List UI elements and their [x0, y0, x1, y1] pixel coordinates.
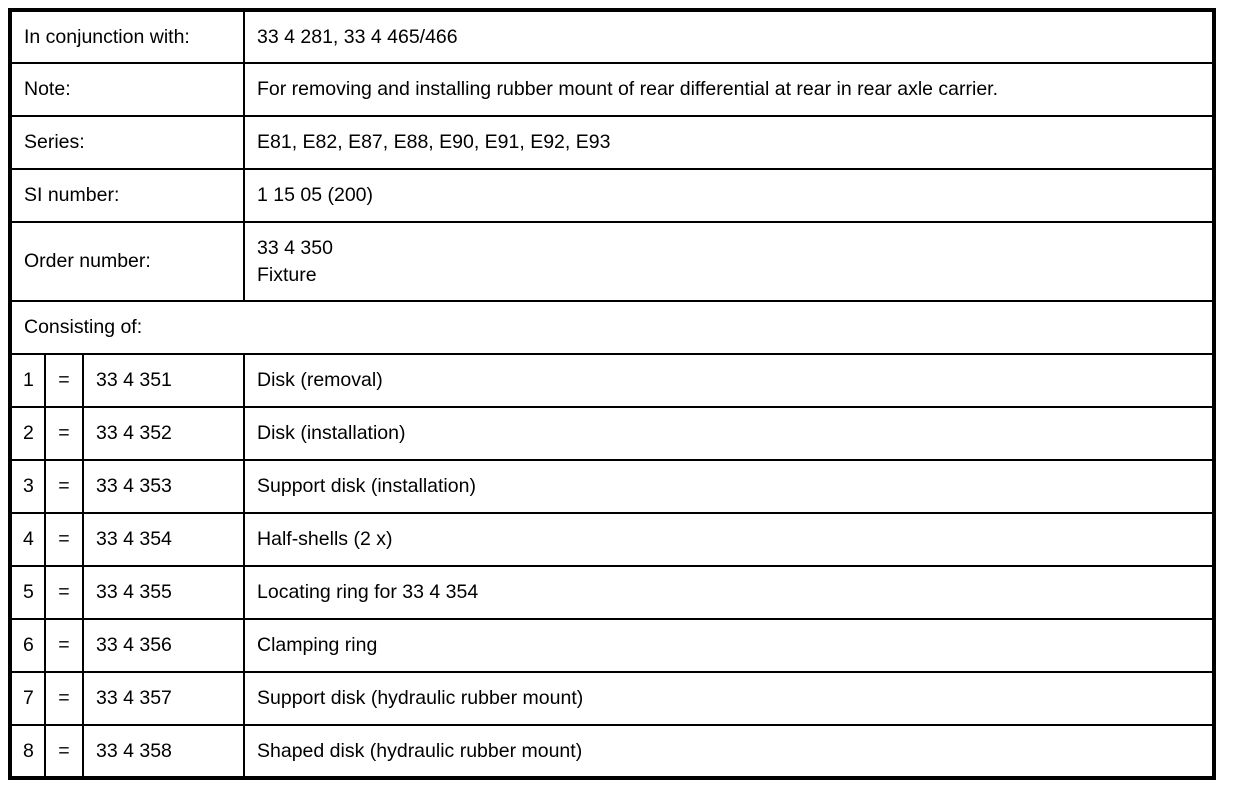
info-row-order-number: [10, 222, 1214, 301]
item-index: 2: [10, 407, 45, 460]
item-part-number: 33 4 355: [83, 566, 244, 619]
item-part-number: 33 4 351: [83, 354, 244, 407]
info-row-in-conjunction-with: [10, 10, 1214, 63]
item-index: 6: [10, 619, 45, 672]
item-description: Disk (removal): [244, 354, 1214, 407]
item-index: 3: [10, 460, 45, 513]
item-index: 4: [10, 513, 45, 566]
item-part-number: 33 4 357: [83, 672, 244, 725]
tool-info-table: [8, 8, 1216, 780]
order-number-line: 33 4 350: [257, 237, 333, 260]
item-part-number: 33 4 356: [83, 619, 244, 672]
equals-sign: =: [45, 354, 83, 407]
item-index: 7: [10, 672, 45, 725]
info-label: SI number:: [10, 169, 244, 222]
item-row: [10, 513, 1214, 566]
section-header-row: [10, 301, 1214, 354]
info-value: For removing and installing rubber mount of rear differential at rear in rear axle carrier.: [244, 63, 1214, 116]
info-value: E81, E82, E87, E88, E90, E91, E92, E93: [244, 116, 1214, 169]
info-row-note: [10, 63, 1214, 116]
equals-sign: =: [45, 619, 83, 672]
item-part-number: 33 4 353: [83, 460, 244, 513]
item-part-number: 33 4 352: [83, 407, 244, 460]
item-part-number: 33 4 358: [83, 725, 244, 778]
info-row-series: [10, 116, 1214, 169]
equals-sign: =: [45, 513, 83, 566]
item-row: [10, 672, 1214, 725]
equals-sign: =: [45, 566, 83, 619]
info-value: 1 15 05 (200): [244, 169, 1214, 222]
item-description: Locating ring for 33 4 354: [244, 566, 1214, 619]
info-label: Order number:: [10, 222, 244, 301]
item-index: 8: [10, 725, 45, 778]
equals-sign: =: [45, 672, 83, 725]
item-row: [10, 566, 1214, 619]
equals-sign: =: [45, 407, 83, 460]
info-label: In conjunction with:: [10, 10, 244, 63]
item-description: Shaped disk (hydraulic rubber mount): [244, 725, 1214, 778]
section-header: Consisting of:: [10, 301, 1214, 354]
item-row: [10, 619, 1214, 672]
item-description: Clamping ring: [244, 619, 1214, 672]
equals-sign: =: [45, 460, 83, 513]
item-description: Disk (installation): [244, 407, 1214, 460]
info-value: 33 4 281, 33 4 465/466: [244, 10, 1214, 63]
item-row: [10, 725, 1214, 778]
order-number-line: Fixture: [257, 263, 317, 286]
item-row: [10, 407, 1214, 460]
info-label: Note:: [10, 63, 244, 116]
info-label: Series:: [10, 116, 244, 169]
item-row: [10, 460, 1214, 513]
info-row-si-number: [10, 169, 1214, 222]
item-index: 5: [10, 566, 45, 619]
item-description: Support disk (installation): [244, 460, 1214, 513]
info-value: [244, 222, 1214, 301]
item-description: Support disk (hydraulic rubber mount): [244, 672, 1214, 725]
equals-sign: =: [45, 725, 83, 778]
item-part-number: 33 4 354: [83, 513, 244, 566]
item-description: Half-shells (2 x): [244, 513, 1214, 566]
item-index: 1: [10, 354, 45, 407]
item-row: [10, 354, 1214, 407]
